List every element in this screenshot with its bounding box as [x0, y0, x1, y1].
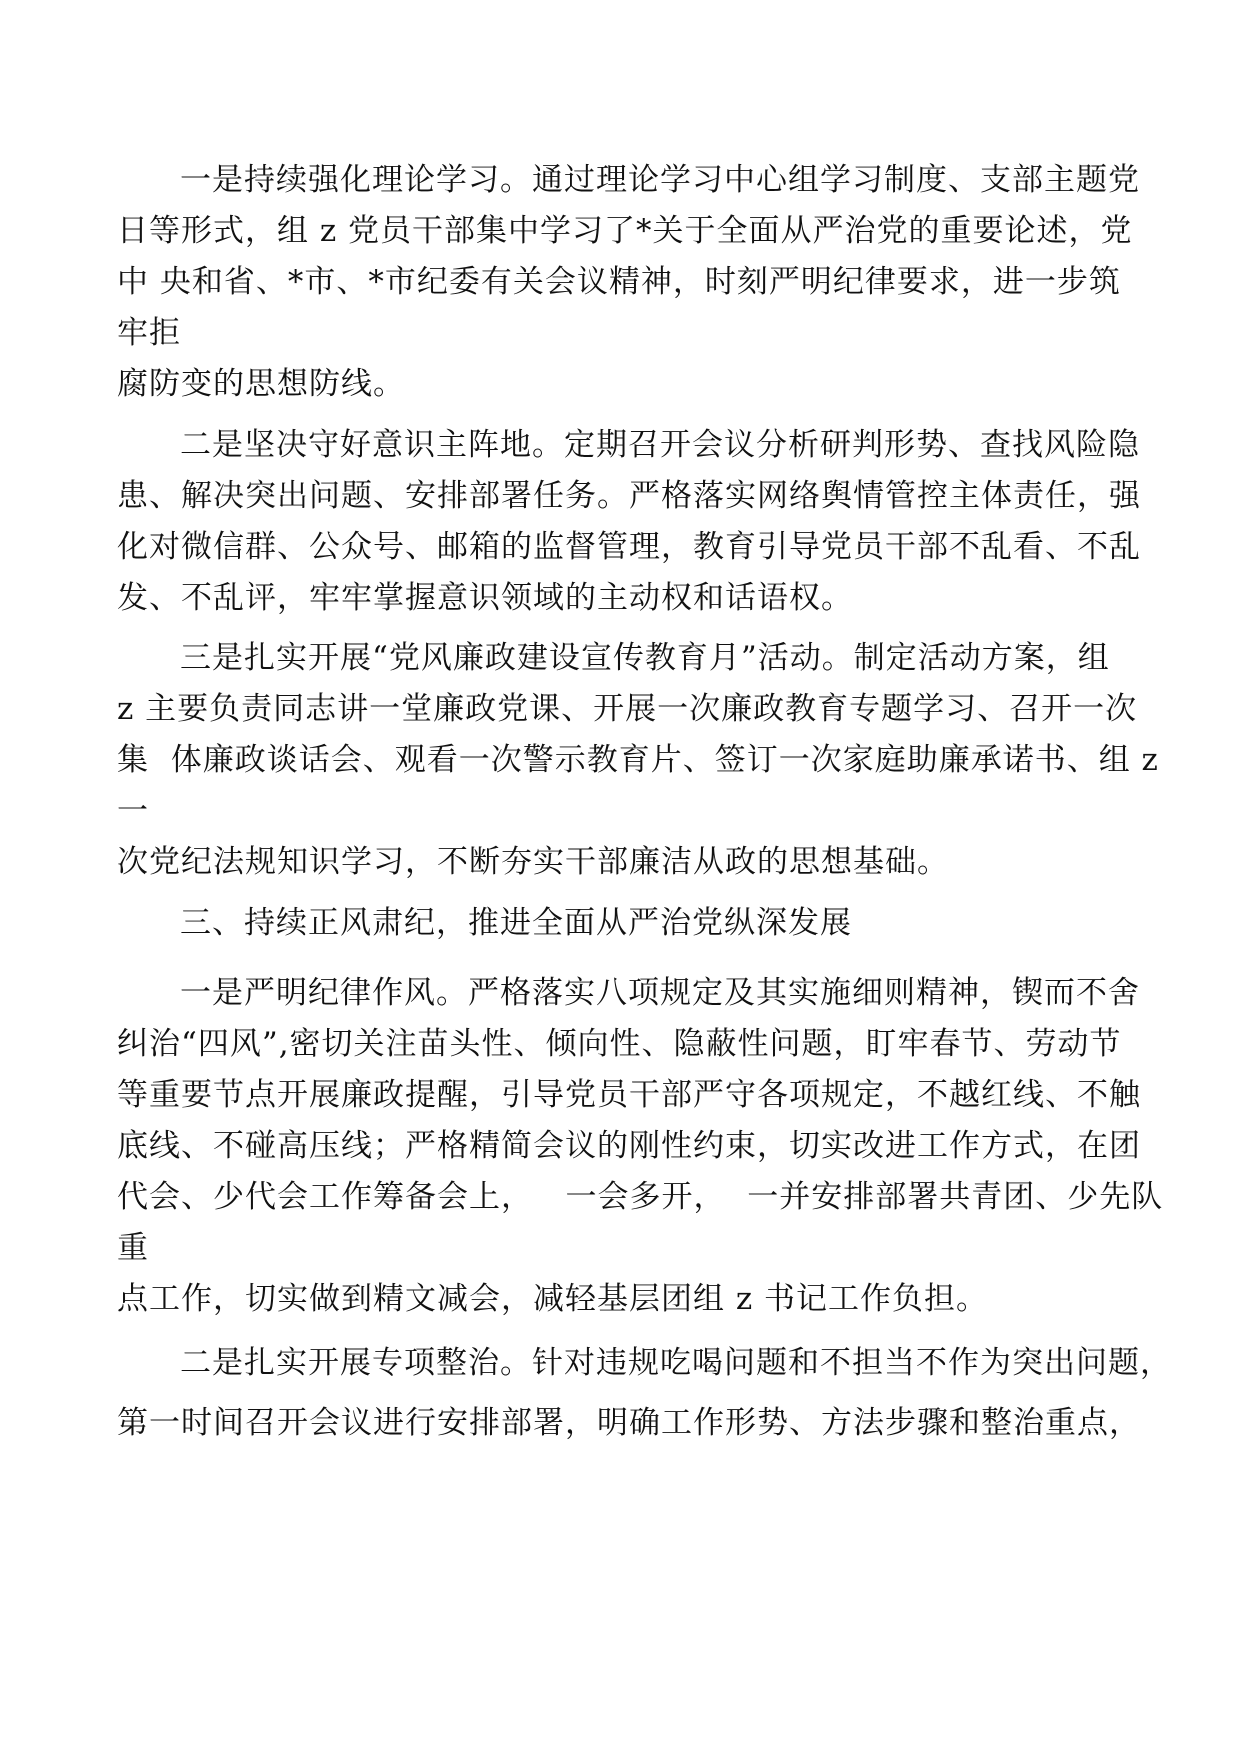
- paragraph-3-line-4: 一: [117, 793, 149, 829]
- paragraph-5-line-2: 纠治“四风”,密切关注苗头性、倾向性、隐蔽性问题，盯牢春节、劳动节: [117, 1026, 1122, 1062]
- paragraph-3-line-5: 次党纪法规知识学习，不断夯实干部廉洁从政的思想基础。: [117, 844, 949, 880]
- paragraph-2-line-1: 二是坚决守好意识主阵地。定期召开会议分析研判形势、查找风险隐: [180, 427, 1140, 463]
- paragraph-3-line-2: z 主要负责同志讲一堂廉政党课、开展一次廉政教育专题学习、召开一次: [117, 691, 1138, 727]
- paragraph-6-line-1: 二是扎实开展专项整治。针对违规吃喝问题和不担当不作为突出问题，: [180, 1345, 1172, 1381]
- paragraph-5-line-3: 等重要节点开展廉政提醒，引导党员干部严守各项规定，不越红线、不触: [117, 1077, 1141, 1113]
- paragraph-5-line-6: 重: [117, 1230, 149, 1266]
- paragraph-1-line-2: 日等形式，组 z 党员干部集中学习了*关于全面从严治党的重要论述，党: [117, 213, 1133, 249]
- paragraph-2-line-3: 化对微信群、公众号、邮箱的监督管理，教育引导党员干部不乱看、不乱: [117, 529, 1141, 565]
- paragraph-3-line-1: 三是扎实开展“党风廉政建设宣传教育月”活动。制定活动方案，组: [180, 640, 1110, 676]
- paragraph-1-line-3: 中 央和省、*市、*市纪委有关会议精神，时刻严明纪律要求，进一步筑: [117, 264, 1121, 300]
- paragraph-6-line-2: 第一时间召开会议进行安排部署，明确工作形势、方法步骤和整治重点，: [117, 1405, 1141, 1441]
- section-heading: 三、持续正风肃纪，推进全面从严治党纵深发展: [180, 905, 852, 941]
- paragraph-2-line-2: 患、解决突出问题、安排部署任务。严格落实网络舆情管控主体责任，强: [117, 478, 1141, 514]
- paragraph-1-line-5: 腐防变的思想防线。: [117, 366, 405, 402]
- paragraph-5-line-5: 代会、少代会工作筹备会上， 一会多开， 一并安排部署共青团、少先队: [117, 1179, 1164, 1215]
- paragraph-2-line-4: 发、不乱评，牢牢掌握意识领域的主动权和话语权。: [117, 580, 853, 616]
- paragraph-5-line-1: 一是严明纪律作风。严格落实八项规定及其实施细则精神，锲而不舍: [180, 975, 1140, 1011]
- paragraph-5-line-7: 点工作，切实做到精文减会，减轻基层团组 z 书记工作负担。: [117, 1281, 989, 1317]
- paragraph-3-line-3: 集 体廉政谈话会、观看一次警示教育片、签订一次家庭助廉承诺书、组 z: [117, 742, 1159, 778]
- paragraph-1-line-1: 一是持续强化理论学习。通过理论学习中心组学习制度、支部主题党: [180, 162, 1140, 198]
- paragraph-1-line-4: 牢拒: [117, 315, 181, 351]
- paragraph-5-line-4: 底线、不碰高压线；严格精简会议的刚性约束，切实改进工作方式，在团: [117, 1128, 1141, 1164]
